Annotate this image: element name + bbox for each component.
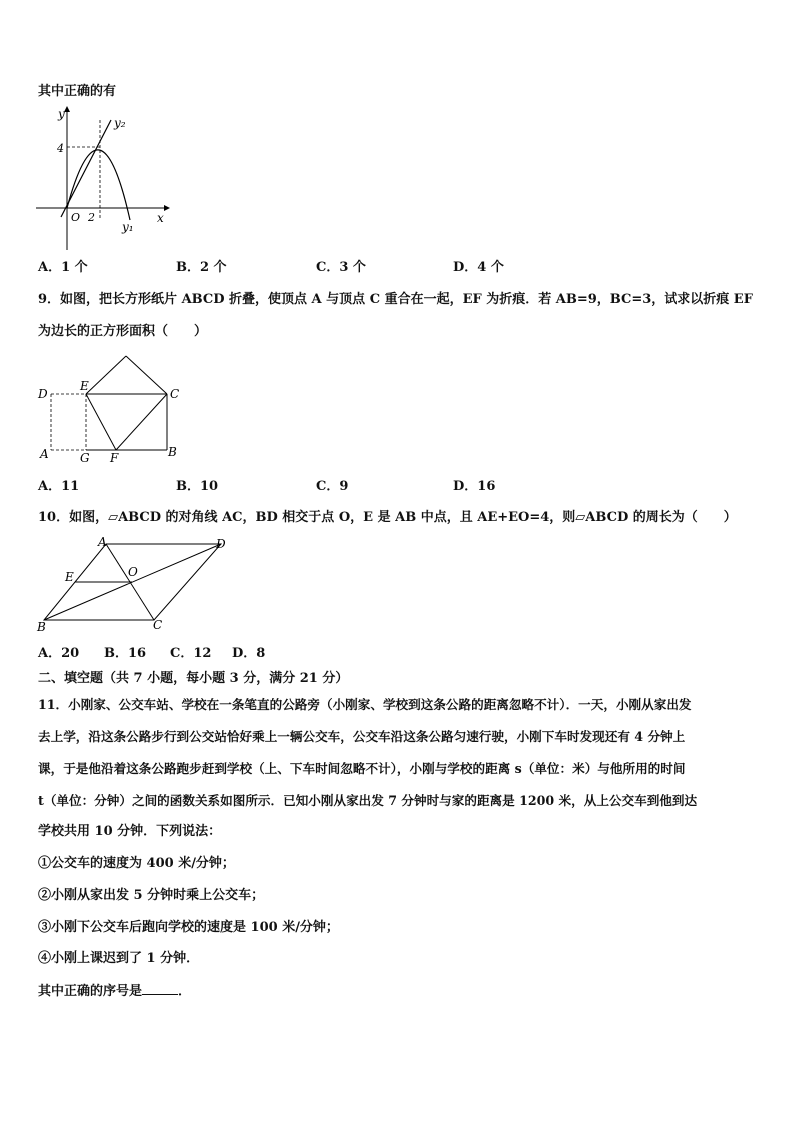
q8-label-y1: y₁: [122, 220, 134, 234]
q10-choice-c: C．12: [170, 646, 212, 661]
q8-label-x: x: [157, 211, 164, 225]
q8-label-2: 2: [88, 211, 95, 224]
q8-graph-figure: [36, 104, 171, 252]
q11-line-1: 11．小刚家、公交车站、学校在一条笔直的公路旁（小刚家、学校到这条公路的距离忽略不计）．一天，小刚从家出发: [38, 697, 692, 712]
q8-label-4: 4: [57, 142, 64, 155]
q10-label-O: O: [128, 565, 138, 579]
q8-label-origin: O: [71, 211, 81, 224]
q11-item-1: ①公交车的速度为 400 米/分钟；: [38, 856, 235, 871]
q10-parallelogram-figure: [36, 536, 236, 634]
q9-line-2: 为边长的正方形面积（ ）: [38, 324, 208, 339]
q10-label-D: D: [216, 537, 226, 551]
q9-label-C: C: [170, 387, 180, 401]
q10-label-B: B: [37, 620, 46, 634]
q8-choice-c: C．3 个: [316, 260, 366, 275]
q11-answer-blank[interactable]: [142, 982, 178, 995]
q11-line-5: 学校共用 10 分钟．下列说法：: [38, 824, 222, 839]
q11-tail-prefix: 其中正确的序号是: [38, 984, 143, 999]
q8-choice-a: A．1 个: [38, 260, 88, 275]
q9-choice-a: A．11: [38, 479, 80, 494]
q8-label-y2: y₂: [114, 116, 126, 130]
section-2-heading: 二、填空题（共 7 小题，每小题 3 分，满分 21 分）: [38, 671, 349, 686]
q8-parabola-y1: [67, 150, 130, 220]
q11-line-3: 课，于是他沿着这条公路跑步赶到学校（上、下车时间忽略不计），小刚与学校的距离 s（单位：米）与他所用的时间: [38, 761, 686, 776]
q11-line-4: t（单位：分钟）之间的函数关系如图所示．已知小刚从家出发 7 分钟时与家的距离是 1200 米，从上公交车到他到达: [38, 793, 698, 808]
q9-choice-b: B．10: [176, 479, 219, 494]
q9-label-D: D: [38, 387, 48, 401]
q11-answer-line: [38, 982, 191, 1000]
q8-tail-text: 其中正确的有: [38, 84, 117, 99]
q10-choice-b: B．16: [104, 646, 147, 661]
q9-label-G: G: [80, 451, 90, 465]
q9-label-F: F: [110, 451, 119, 465]
q9-label-A: A: [40, 447, 49, 461]
q8-label-y: y: [58, 107, 65, 121]
q10-label-E: E: [65, 570, 74, 584]
q9-choice-c: C．9: [316, 479, 349, 494]
q9-fold-figure: [36, 378, 186, 466]
q10-label-C: C: [153, 618, 163, 632]
q9-label-E: E: [80, 379, 89, 393]
q11-tail-suffix: ．: [178, 984, 192, 999]
q10-choice-a: A．20: [38, 646, 80, 661]
q10-label-A: A: [98, 535, 107, 549]
q11-line-2: 去上学，沿这条公路步行到公交站恰好乘上一辆公交车，公交车沿这条公路匀速行驶，小刚下车时发现还有 4 分钟上: [38, 729, 686, 744]
q9-choice-d: D．16: [453, 479, 496, 494]
q8-choice-d: D．4 个: [453, 260, 504, 275]
q10-line-1: 10．如图，▱ABCD 的对角线 AC，BD 相交于点 O，E 是 AB 中点，且 AE+EO=4，则▱ABCD 的周长为（ ）: [38, 510, 737, 525]
q11-item-2: ②小刚从家出发 5 分钟时乘上公交车；: [38, 888, 265, 903]
q10-choice-d: D．8: [232, 646, 266, 661]
q11-item-3: ③小刚下公交车后跑向学校的速度是 100 米/分钟；: [38, 920, 339, 935]
q8-choice-b: B．2 个: [176, 260, 227, 275]
q9-label-B: B: [168, 445, 177, 459]
q11-item-4: ④小刚上课迟到了 1 分钟．: [38, 951, 200, 966]
q9-line-1: 9．如图，把长方形纸片 ABCD 折叠，使顶点 A 与顶点 C 重合在一起，EF 为折痕．若 AB=9，BC=3，试求以折痕 EF: [38, 292, 753, 307]
